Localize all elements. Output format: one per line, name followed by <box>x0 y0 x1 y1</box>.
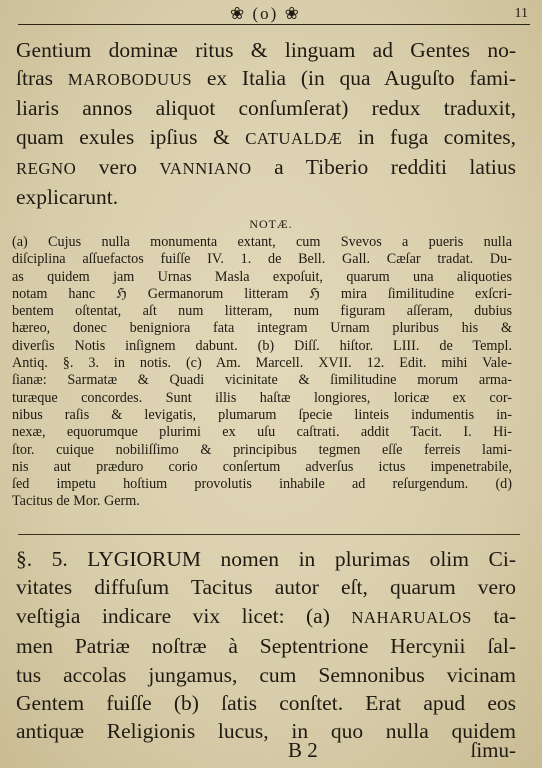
note-line: nexæ, equorumque plurimi ex uſu caſtrati. addit Tacit. I. Hi- <box>12 424 512 441</box>
text-line: explicarunt. <box>16 185 119 210</box>
page-number: 11 <box>514 6 528 21</box>
note-line: nibus raſis & levigatis, plumarum ſpecie linteis indumentis in- <box>12 406 512 423</box>
section-paragraph <box>16 545 516 746</box>
text-line: Gentem fuiſſe (b) ſatis conſtet. Erat apud eos <box>16 691 516 716</box>
text-line: tus accolas jungamus, cum Semnonibus vicinam <box>16 662 516 687</box>
text-line: Gentium dominæ ritus & linguam ad Gentes no- <box>16 38 516 62</box>
header-rule <box>18 24 530 25</box>
note-line: Antiq. §. 3. in notis. (c) Am. Marcell. XVII. 12. Edit. mihi Vale- <box>12 355 512 372</box>
note-line: bentem oſtentat, aſt num litteram, num figuram aſſeram, dubius <box>12 303 512 320</box>
text-line: ſtras MAROBODUUS ex Italia (in qua Auguſto fami- <box>16 66 516 91</box>
note-line: turæque concordes. Sunt illis haſtæ longiores, loricæ ex cor- <box>12 389 512 406</box>
page-header <box>0 4 542 26</box>
text-line: veſtigia indicare vix licet: (a) NAHARUALOS ta- <box>16 603 516 628</box>
text-line: vitates diffuſum Tacitus autor eſt, quarum vero <box>16 575 516 600</box>
note-line: diſciplina aſſuefactos fuiſſe IV. 1. de Bell. Gall. Cæſar tradat. Du- <box>12 251 512 268</box>
text-line: antiquæ Religionis lucus, in quo nulla quidem <box>16 719 516 744</box>
text-line: REGNO vero VANNIANO a Tiberio redditi latius <box>16 154 517 179</box>
note-line: hæreo, donec benigniora fata integram Urnam pluribus his & <box>12 320 512 337</box>
note-line: notam hanc ℌ Germanorum litteram ℌ mira ſimilitudine exſcri- <box>12 285 512 302</box>
note-line: ſtor. cuique nobiliſſimo & principibus tegmen eſſe ferreis lami- <box>12 441 512 458</box>
note-line: ſianæ: Sarmatæ & Quadi vicinitate & ſimilitudine morum arma- <box>12 372 512 389</box>
note-line: ſed impetu hoſtium provolutis inhabile ad reſurgendum. (d) <box>12 476 512 493</box>
note-line: nis aut præduro corio conſertum adverſus ictus impenetrabile, <box>12 458 512 475</box>
header-ornament: ❀ (o) ❀ <box>230 4 301 23</box>
notes-block <box>12 234 512 511</box>
text-line: liaris annos aliquot conſumſerat) redux traduxit, <box>16 96 516 121</box>
note-line: Tacitus de Mor. Germ. <box>12 493 140 510</box>
text-line: men Patriæ noſtræ à Septentrione Hercynii ſal- <box>16 634 516 659</box>
text-line: quam exules ipſius & CATUALDÆ in fuga comites, <box>16 124 516 149</box>
catchword: ſimu- <box>470 738 516 762</box>
top-paragraph <box>16 36 516 211</box>
signature-mark: B 2 <box>288 738 318 762</box>
notes-rule <box>18 534 520 535</box>
page-footer <box>0 738 542 764</box>
note-line: (a) Cujus nulla monumenta extant, cum Svevos a pueris nulla <box>12 234 512 250</box>
note-line: diverſis Notis inſignem dabunt. (b) Diſſ. hiſtor. LIII. de Templ. <box>12 337 512 354</box>
notes-title: NOTÆ. <box>249 217 293 231</box>
text-line: §. 5. LYGIORUM nomen in plurimas olim Ci- <box>16 547 516 571</box>
note-line: as quidem jam Urnas Masla expoſuit, quarum una aliquoties <box>12 268 512 285</box>
